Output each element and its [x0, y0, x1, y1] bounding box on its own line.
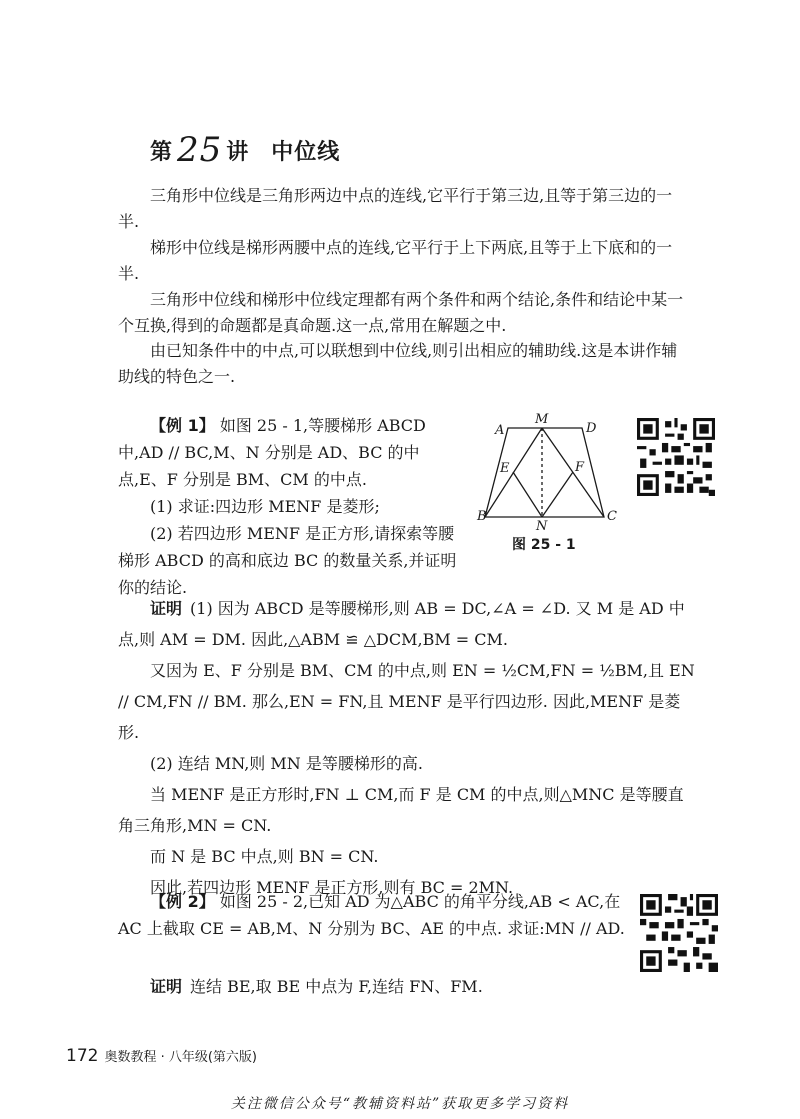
- segment-FN: [542, 472, 573, 517]
- solution-1: [118, 593, 698, 903]
- example-1-tag: 【例 1】: [150, 416, 215, 435]
- solution-1-line-6: 因此,若四边形 MENF 是正方形,则有 BC = 2MN.: [150, 878, 514, 897]
- qr-code-icon: [637, 418, 715, 496]
- solution-1-line-1: (1) 因为 ABCD 是等腰梯形,则 AB = DC,∠A = ∠D. 又 M 是 AD 中点,则 AM = DM. 因此,△ABM ≌ △DCM,BM = CM.: [118, 599, 685, 649]
- example-2-text: 如图 25 - 2,已知 AD 为△ABC 的角平分线,AB < AC,在 AC 上截取 CE = AB,M、N 分别为 BC、AE 的中点. 求证:MN // AD.: [118, 892, 625, 938]
- example-1-question-1: (1) 求证:四边形 MENF 是菱形;: [150, 497, 380, 516]
- solution-2-text: 连结 BE,取 BE 中点为 F,连结 FN、FM.: [190, 977, 483, 996]
- intro-paragraph-3: 三角形中位线和梯形中位线定理都有两个条件和两个结论,条件和结论中某一个互换,得到的命题都是真命题.这一点,常用在解题之中.: [118, 290, 684, 335]
- lesson-number: 25: [177, 130, 223, 170]
- solution-2: [118, 974, 483, 1000]
- figure-caption: 图 25 - 1: [512, 537, 576, 553]
- example-2-tag: 【例 2】: [150, 892, 215, 911]
- solution-1-line-4: 当 MENF 是正方形时,FN ⊥ CM,而 F 是 CM 的中点,则△MNC 是等腰直角三角形,MN = CN.: [118, 785, 684, 835]
- label-D: D: [586, 421, 597, 436]
- proof-label-2: 证明: [150, 977, 183, 996]
- proof-label-1: 证明: [150, 599, 183, 618]
- intro-paragraph-1: 三角形中位线是三角形两边中点的连线,它平行于第三边,且等于第三边的一半.: [118, 186, 673, 231]
- example-1: [118, 412, 468, 601]
- intro-paragraph-4: 由已知条件中的中点,可以联想到中位线,则引出相应的辅助线.这是本讲作辅助线的特色之一.: [118, 341, 678, 386]
- solution-1-line-5: 而 N 是 BC 中点,则 BN = CN.: [150, 847, 379, 866]
- solution-1-line-2: 又因为 E、F 分别是 BM、CM 的中点,则 EN = ½CM,FN = ½BM,且 EN // CM,FN // BM. 那么,EN = FN,且 MENF 是平行四边形. 因此,MENF 是菱形.: [118, 661, 695, 742]
- label-M: M: [535, 412, 549, 427]
- label-C: C: [607, 509, 617, 524]
- example-2: [118, 888, 628, 942]
- qr-code-icon-2: [640, 894, 718, 972]
- example-1-text: 如图 25 - 1,等腰梯形 ABCD 中,AD // BC,M、N 分别是 AD、BC 的中点,E、F 分别是 BM、CM 的中点.: [118, 416, 426, 489]
- trapezoid-figure: [475, 412, 625, 552]
- label-F: F: [575, 460, 585, 475]
- label-A: A: [495, 423, 505, 438]
- label-N: N: [536, 519, 548, 534]
- label-E: E: [500, 461, 510, 476]
- watermark-text: 关注微信公众号“教辅资料站”获取更多学习资料: [230, 1096, 570, 1112]
- book-title: 奥数教程 · 八年级(第六版): [104, 1050, 257, 1065]
- label-B: B: [477, 509, 487, 524]
- page-footer: [66, 1046, 257, 1066]
- segment-EN: [513, 472, 542, 517]
- intro-paragraph-2: 梯形中位线是梯形两腰中点的连线,它平行于上下两底,且等于上下底和的一半.: [118, 238, 673, 283]
- example-1-question-2: (2) 若四边形 MENF 是正方形,请探索等腰梯形 ABCD 的高和底边 BC 的数量关系,并证明你的结论.: [118, 524, 457, 597]
- lesson-topic: 中位线: [271, 139, 341, 165]
- lesson-title: 第 25 讲 中位线: [150, 130, 341, 170]
- page-number: 172: [66, 1046, 99, 1066]
- solution-1-line-3: (2) 连结 MN,则 MN 是等腰梯形的高.: [150, 754, 423, 773]
